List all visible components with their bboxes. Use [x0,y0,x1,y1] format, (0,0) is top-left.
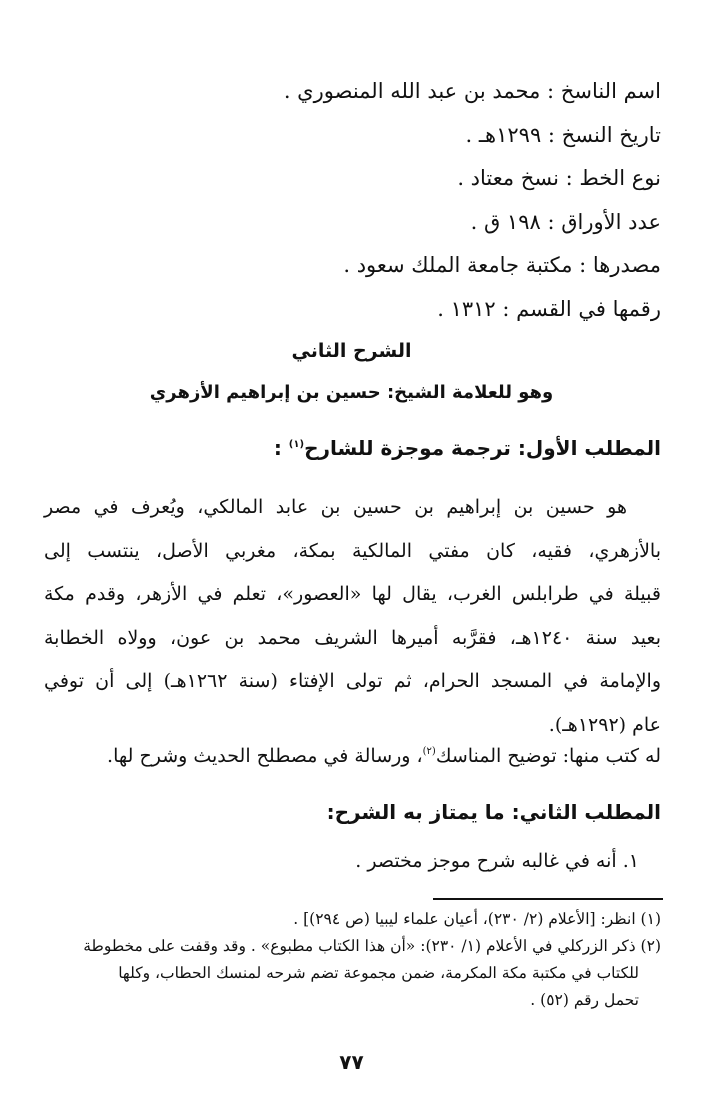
first-heading [274,436,661,460]
copy-date-line: تاريخ النسخ : ١٢٩٩هـ . [465,122,661,147]
copyist-name-line: اسم الناسخ : محمد بن عبد الله المنصوري . [283,79,661,103]
biography-paragraph [44,486,661,747]
footnote-ref-1: (١) [288,439,305,450]
list-item-1: ١. أنه في غالبه شرح موجز مختصر . [355,850,639,872]
folio-count-line: عدد الأوراق : ١٩٨ ق . [470,209,661,234]
page-number: ٧٧ [339,1050,364,1074]
second-heading: المطلب الثاني: ما يمتاز به الشرح: [326,800,661,824]
biography-line: والإمامة في المسجد الحرام، ثم تولى الإفتاء (سنة ١٢٦٢هـ) إلى أن توفي [44,670,662,692]
section-title: الشرح الثاني [291,340,412,362]
first-heading-tail: : [273,436,289,460]
books-paragraph [44,740,661,772]
biography-line: بالأزهري، فقيه، كان مفتي المالكية بمكة، مغربي الأصل، ينتسب إلى [44,539,661,562]
catalog-number-line: رقمها في القسم : ١٣١٢ . [437,296,661,321]
footnote-1 [44,906,661,933]
book-page [40,0,663,1112]
footnote-line: (٢) ذكر الزركلي في الأعلام (١/ ٢٣٠): «أن هذا الكتاب مطبوع» . وقد وقفت على مخطوطة [83,937,661,955]
biography-line: هو حسين بن إبراهيم بن حسين بن عابد المالكي، ويُعرف في مصر [44,496,627,518]
footnote-ref-2: (٢) [422,746,436,757]
footnote-line: تحمل رقم (٥٢) . [530,991,639,1009]
biography-line: قبيلة في طرابلس الغرب، يقال لها «العصور»، تعلم في الأزهر، وقدم مكة [44,583,661,605]
books-text-before: له كتب منها: توضيح المناسك [435,745,661,767]
footnotes [44,906,661,1014]
footnote-line: للكتاب في مكتبة مكة المكرمة، ضمن مجموعة تضم شرحه لمنسك الحطاب، وكلها [118,964,639,982]
biography-line: بعيد سنة ١٢٤٠هـ، فقرَّبه أميرها الشريف محمد بن عون، وولاه الخطابة [44,626,661,649]
books-text-after: ، ورسالة في مصطلح الحديث وشرح لها. [107,745,423,767]
script-type-line: نوع الخط : نسخ معتاد . [457,166,661,190]
manuscript-info [61,70,661,331]
source-line: مصدرها : مكتبة جامعة الملك سعود . [343,253,661,277]
biography-line: عام (١٢٩٢هـ). [548,713,661,736]
footnote-2 [44,933,661,1014]
footnote-line: (١) انظر: [الأعلام (٢/ ٢٣٠)، أعيان علماء ليبيا (ص ٢٩٤)] . [293,910,661,928]
section-subtitle: وهو للعلامة الشيخ: حسين بن إبراهيم الأزهري [149,382,554,403]
first-heading-text: المطلب الأول: ترجمة موجزة للشارح [304,436,661,460]
footnote-separator [433,898,663,900]
